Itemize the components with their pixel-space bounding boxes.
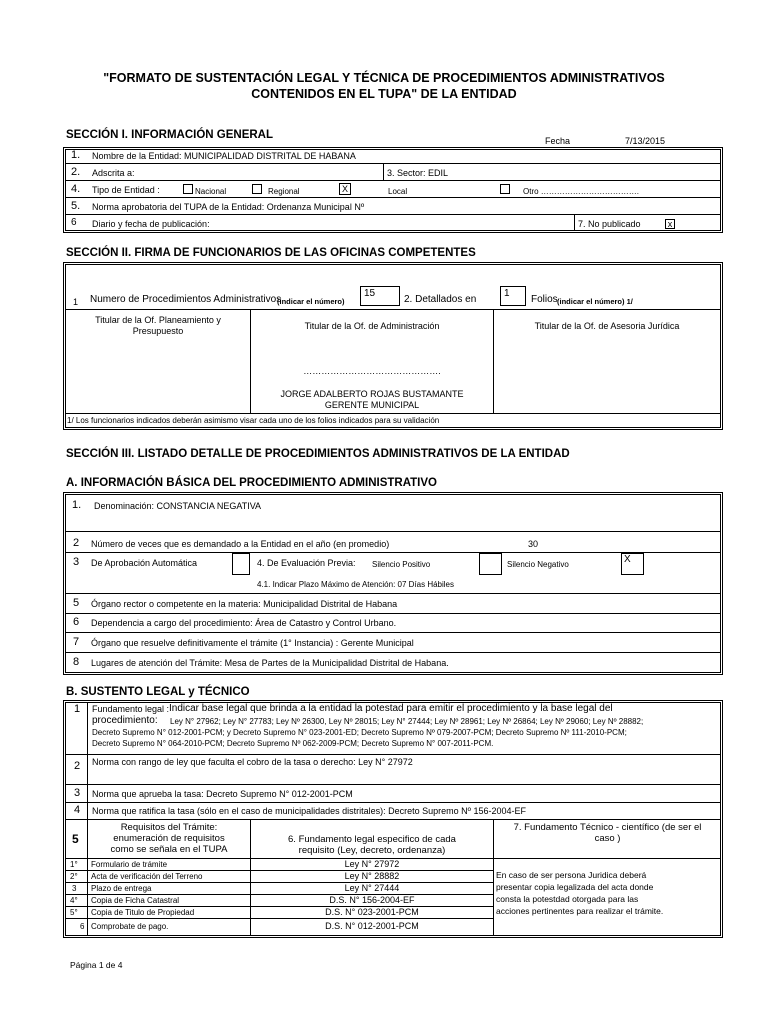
a6-num: 6 (73, 616, 80, 628)
req-row-num: 1° (70, 860, 78, 869)
proc-count-label: Numero de Procedimientos Administrativos (90, 294, 282, 305)
folios-count-input[interactable]: 1 (500, 286, 526, 306)
local-label: Local (388, 187, 408, 196)
req-row-requirement: Comprobate de pago. (91, 922, 169, 931)
s2-num1: 1 (73, 297, 79, 307)
silencio-positivo-label: Silencio Positivo (372, 560, 431, 569)
req-row-law: D.S. N° 012-2001-PCM (325, 921, 419, 931)
signature-line: ………………………………………. (303, 366, 441, 376)
col1-title-line2: Presupuesto (132, 326, 184, 336)
otro-checkbox[interactable] (500, 184, 510, 194)
no-publicado-label: 7. No publicado (578, 219, 641, 229)
col3-title: Titular de la Of. de Asesoria Jurídica (534, 321, 680, 331)
lugares-atencion: Lugares de atención del Trámite: Mesa de Partes de la Municipalidad Distrital de Habana. (91, 658, 449, 668)
detallados-label: 2. Detallados en (404, 294, 477, 305)
req-row-requirement: Copia de Titulo de Propiedad (91, 908, 195, 917)
b1-num: 1 (74, 703, 81, 715)
b1-procedimiento-label: procedimiento: (92, 715, 158, 726)
col1-title-line1: Titular de la Of. Planeamiento y (95, 315, 221, 325)
silencio-positivo-checkbox[interactable] (479, 553, 502, 575)
req-row-law: D.S. N° 156-2004-EF (329, 895, 415, 905)
aprobacion-automatica-label: De Aprobación Automática (91, 558, 198, 568)
req-row-requirement: Formulario de trámite (91, 860, 168, 869)
s2-footnote: 1/ Los funcionarios indicados deberán asimismo visar cada uno de los folios indicados para su validación (67, 416, 440, 425)
form-title-line1: "FORMATO DE SUSTENTACIÓN LEGAL Y TÉCNICA DE PROCEDIMIENTOS ADMINISTRATIVOS (103, 71, 665, 85)
regional-checkbox[interactable] (252, 184, 262, 194)
req-row-num: 4° (70, 896, 78, 905)
h5-line3: como se señala en el TUPA (110, 844, 228, 855)
demand-value: 30 (528, 539, 539, 549)
req-row-num: 3 (72, 884, 77, 893)
s1-row1-num: 1. (71, 149, 81, 161)
signer-role: GERENTE MUNICIPAL (324, 400, 420, 410)
folios-hint: (indicar el número) 1/ (557, 297, 633, 306)
req-row-requirement: Acta de verificación del Terreno (91, 872, 203, 881)
a2-num: 2 (73, 537, 80, 549)
organo-rector: Órgano rector o competente en la materia: Municipalidad Distrital de Habana (91, 599, 398, 609)
norma-cobro: Norma con rango de ley que faculta el cobro de la tasa o derecho: Ley N° 27972 (92, 757, 413, 767)
b2-num: 2 (74, 760, 81, 772)
norma-ratifica-tasa: Norma que ratifica la tasa (sólo en el caso de municipalidades distritales): Decreto Supremo Nº 156-2004-EF (92, 806, 526, 816)
req-row-requirement: Copia de Ficha Catastral (91, 896, 180, 905)
folios-label: Folios (531, 294, 558, 305)
h7-line2: caso ) (594, 833, 621, 844)
norma-aprobatoria: Norma aprobatoria del TUPA de la Entidad: Ordenanza Municipal Nº (92, 202, 365, 212)
s1-row2-num: 2. (71, 166, 81, 178)
section1-heading: SECCIÓN I. INFORMACIÓN GENERAL (66, 129, 274, 141)
tech-line2: presentar copia legalizada del acta donde (496, 882, 654, 892)
diario-fecha-label: Diario y fecha de publicación: (92, 219, 210, 229)
s1-row4-num: 4. (71, 183, 81, 195)
proc-count-hint: (indicar el número) (277, 297, 345, 306)
demand-label: Número de veces que es demandado a la Entidad en el año (en promedio) (91, 539, 390, 549)
form-title-line2: CONTENIDOS EN EL TUPA" DE LA ENTIDAD (251, 87, 517, 101)
aprobacion-automatica-checkbox[interactable] (232, 553, 250, 575)
section2-heading: SECCIÓN II. FIRMA DE FUNCIONARIOS DE LAS OFICINAS COMPETENTES (66, 247, 476, 259)
sector-field: 3. Sector: EDIL (387, 168, 449, 178)
proc-count-input[interactable]: 15 (360, 286, 400, 306)
denominacion: Denominación: CONSTANCIA NEGATIVA (94, 501, 262, 511)
tipo-entidad-label: Tipo de Entidad : (92, 185, 160, 195)
local-checkbox[interactable]: X (339, 183, 351, 195)
a1-num: 1. (72, 499, 82, 511)
s1-row5-num: 5. (71, 200, 81, 212)
a8-num: 8 (73, 656, 80, 668)
req-row-law: Ley N° 27444 (344, 883, 400, 893)
h5-line2: enumeración de requisitos (113, 833, 225, 844)
nacional-checkbox[interactable] (183, 184, 193, 194)
col2-title: Titular de la Of. de Administración (304, 321, 440, 331)
evaluacion-previa-label: 4. De Evaluación Previa: (257, 558, 356, 568)
adscrita-label: Adscrita a: (92, 168, 135, 178)
section-a-heading: A. INFORMACIÓN BÁSICA DEL PROCEDIMIENTO ADMINISTRATIVO (66, 477, 437, 489)
signer-name: JORGE ADALBERTO ROJAS BUSTAMANTE (280, 389, 464, 399)
b3-num: 3 (74, 787, 81, 799)
a3-num: 3 (73, 556, 80, 568)
plazo-maximo: 4.1. Indicar Plazo Máximo de Atención: 07 Días Hábiles (257, 580, 454, 589)
tech-line4: acciones pertinentes para realizar el trámite. (496, 906, 664, 916)
page-number: Página 1 de 4 (70, 960, 123, 970)
silencio-negativo-checkbox[interactable]: X (621, 553, 644, 575)
a7-num: 7 (73, 636, 80, 648)
b1-laws-line1: Ley N° 27962; Ley N° 27783; Ley Nº 26300, Ley Nº 28015; Ley N° 27444; Ley Nº 28961; Ley Nº 26864; Ley Nº 29060; Ley Nº 28882; (170, 717, 644, 726)
req-row-law: Ley N° 27972 (344, 859, 400, 869)
entity-name: Nombre de la Entidad: MUNICIPALIDAD DISTRITAL DE HABANA (92, 151, 356, 161)
a5-num: 5 (73, 597, 80, 609)
b1-lead-text: Indicar base legal que brinda a la entidad la potestad para emitir el procedimiento y la base legal del (169, 703, 613, 714)
h7-line1: 7. Fundamento Técnico - científico (de ser el (513, 822, 702, 833)
dependencia: Dependencia a cargo del procedimiento: Área de Catastro y Control Urbano. (91, 618, 397, 628)
tech-line3: consta la potestdad otorgada para las (496, 894, 639, 904)
h6-line2: requisito (Ley, decreto, ordenanza) (298, 845, 446, 856)
req-row-law: D.S. N° 023-2001-PCM (325, 907, 419, 917)
norma-aprueba-tasa: Norma que aprueba la tasa: Decreto Supremo N° 012-2001-PCM (92, 789, 353, 799)
otro-label: Otro ………………………………. (523, 187, 640, 196)
regional-label: Regional (268, 187, 300, 196)
h6-line1: 6. Fundamento legal especifico de cada (288, 834, 456, 845)
req-row-num: 5° (70, 908, 78, 917)
req-row-num: 6 (80, 922, 85, 931)
b1-lead: Fundamento legal : (92, 704, 170, 714)
s1-row6-num: 6 (71, 217, 77, 228)
section3-heading: SECCIÓN III. LISTADO DETALLE DE PROCEDIMIENTOS ADMINISTRATIVOS DE LA ENTIDAD (66, 448, 570, 460)
organo-resuelve: Órgano que resuelve definitivamente el trámite (1° Instancia) : Gerente Municipal (91, 638, 414, 648)
fecha-label: Fecha (545, 136, 571, 146)
req-row-num: 2° (70, 872, 78, 881)
h5-line1: Requisitos del Trámite: (120, 822, 218, 833)
req-row-law: Ley N° 28882 (344, 871, 400, 881)
nacional-label: Nacional (195, 187, 227, 196)
req-row-requirement: Plazo de entrega (91, 884, 152, 893)
tech-line1: En caso de ser persona Juridica deberá (496, 870, 647, 880)
h5-num: 5 (72, 832, 79, 846)
b1-laws-line3: Decreto Supremo N° 064-2010-PCM; Decreto Supremo Nº 062-2009-PCM; Decreto Supremo N° 007-2011-PCM. (92, 739, 494, 748)
section-b-heading: B. SUSTENTO LEGAL y TÉCNICO (66, 686, 250, 698)
no-publicado-checkbox[interactable]: x (665, 219, 675, 229)
silencio-negativo-label: Silencio Negativo (507, 560, 569, 569)
fecha-value: 7/13/2015 (625, 136, 666, 146)
b1-laws-line2: Decreto Supremo N° 012-2001-PCM; y Decreto Supremo N° 023-2001-ED; Decreto Supremo Nº 079-2007-PCM; Decreto Supremo Nº 111-2010-PCM; (92, 728, 627, 737)
b4-num: 4 (74, 804, 81, 816)
